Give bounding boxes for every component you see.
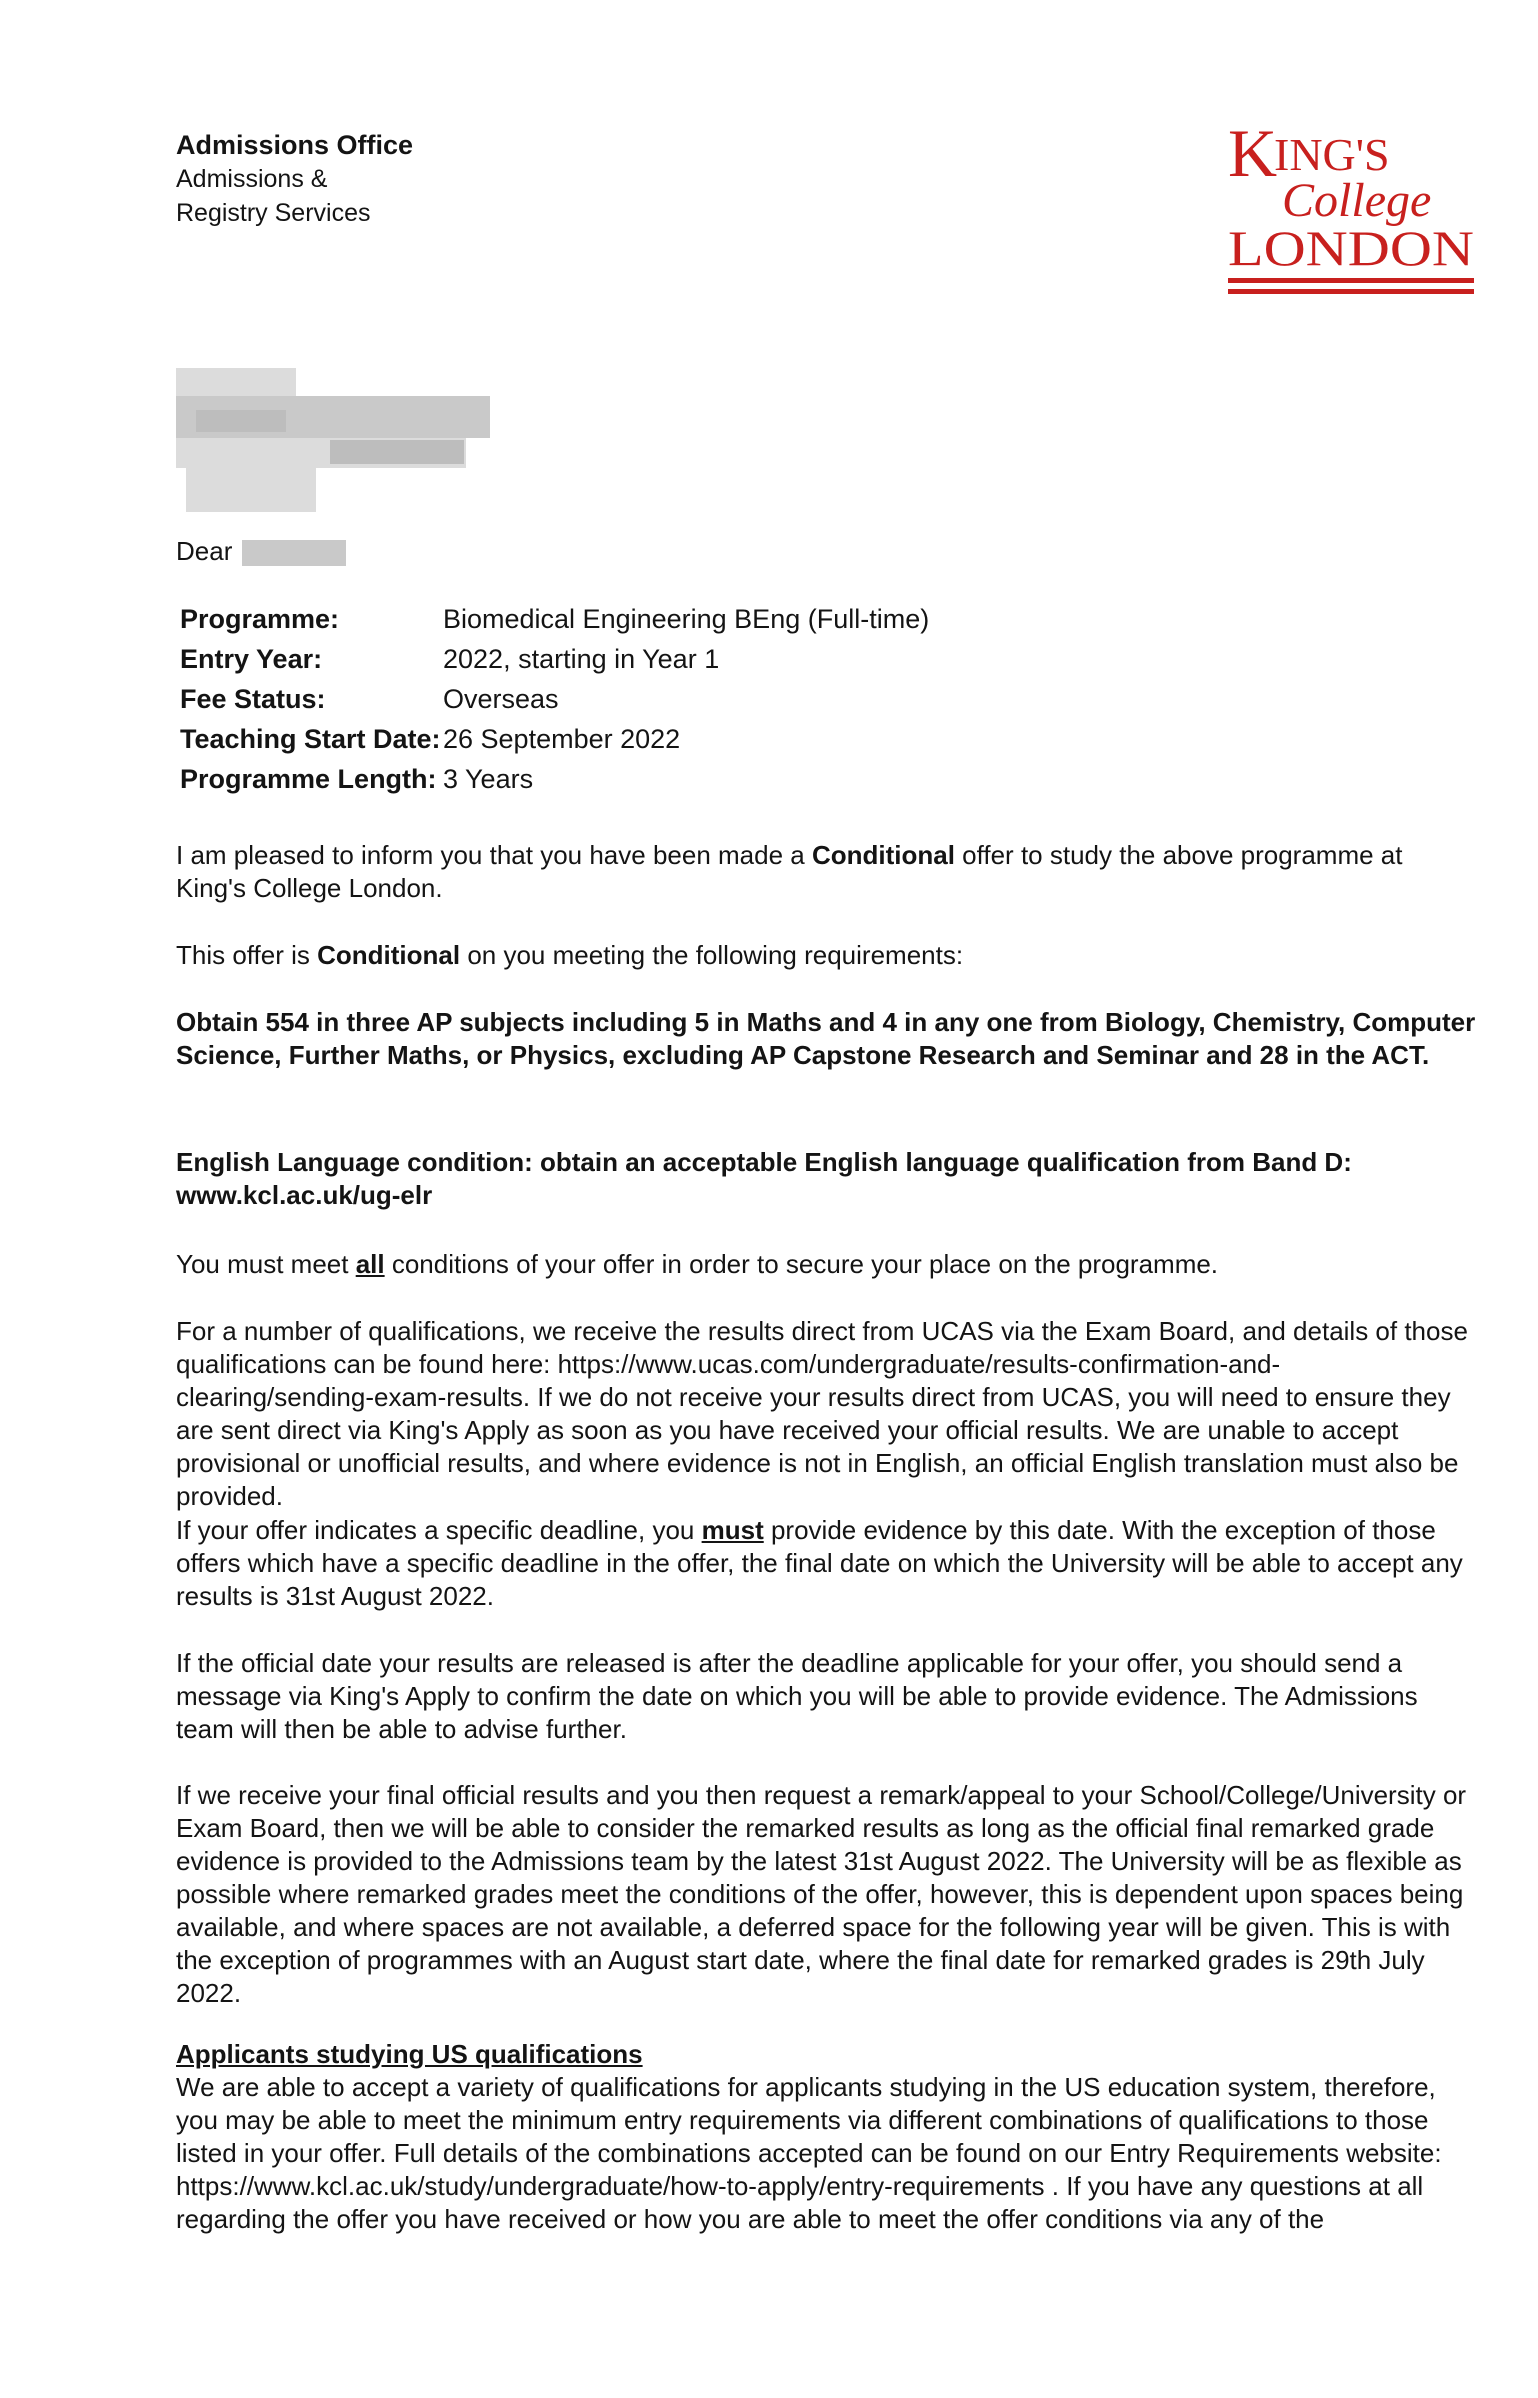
detail-value: 26 September 2022 [443, 724, 681, 754]
offer-paragraph [176, 839, 1476, 905]
detail-label: Programme Length: [180, 764, 437, 794]
redaction-block [196, 410, 286, 432]
detail-value: 2022, starting in Year 1 [443, 644, 720, 674]
redaction-block [330, 440, 464, 464]
logo-london: LONDON [1228, 220, 1474, 276]
logo-rule-2 [1228, 289, 1474, 294]
text-run: offer to study the above programme at King's College London. [176, 840, 1403, 903]
text-run: provide evidence by this date. With the exception of those offers which have a specific deadline in the offer, the final date on which the University will be able to accept any results is 31st August 2022. [176, 1515, 1463, 1611]
emphasis-must: must [701, 1515, 764, 1545]
remark-appeal-paragraph [176, 1779, 1476, 2010]
detail-label: Entry Year: [180, 644, 323, 674]
redaction-block [186, 468, 316, 512]
salutation-text: Dear [176, 536, 233, 566]
us-qualifications-heading: Applicants studying US qualifications [176, 2039, 643, 2069]
office-line-3: Registry Services [176, 199, 371, 227]
kings-college-london-logo [1228, 128, 1476, 304]
us-qualifications-text: We are able to accept a variety of qualifications for applicants studying in the US education system, therefore, you may be able to meet the minimum entry requirements via different combinations of qualifications to those listed in your offer. Full details of the combinations accepted can be found on our Entry Requirements website: https://www.kcl.ac.uk/study/undergraduate/how-to-apply/entry-requirements . If you have any questions at all regarding the offer you have received or how you are able to meet the offer conditions via any of the [176, 2072, 1442, 2234]
redacted-name [242, 540, 346, 566]
detail-value: 3 Years [443, 764, 534, 794]
detail-label: Programme: [180, 604, 340, 634]
text-run: I am pleased to inform you that you have been made a [176, 840, 812, 870]
us-qualifications-section [176, 2038, 1476, 2236]
detail-label: Fee Status: [180, 684, 326, 714]
release-date-text: If the official date your results are released is after the deadline applicable for your offer, you should send a message via King's Apply to confirm the date on which you will be able to provide evidence. The Admissions team will then be able to advise further. [176, 1648, 1418, 1744]
logo-college: College [1282, 174, 1432, 227]
logo-k: K [1228, 128, 1278, 191]
english-condition [176, 1146, 1476, 1212]
text-run: conditions of your offer in order to secure your place on the programme. [384, 1249, 1219, 1279]
emphasis-all: all [355, 1249, 385, 1279]
text-run: This offer is [176, 940, 318, 970]
remark-appeal-text: If we receive your final official results and you then request a remark/appeal to your School/College/University or Exam Board, then we will be able to consider the remarked results as long as the official final remarked grade evidence is provided to the Admissions team by the latest 31st August 2022. The University will be as flexible as possible where remarked grades meet the conditions of the offer, however, this is dependent upon spaces being available, and where spaces are not available, a deferred space for the following year will be given. This is with the exception of programmes with an August start date, where the final date for remarked grades is 29th July 2022. [176, 1780, 1467, 2008]
deadline-paragraph [176, 1514, 1476, 1613]
text-run: If your offer indicates a specific deadline, you [176, 1515, 702, 1545]
office-title: Admissions Office [176, 130, 414, 160]
meet-all-paragraph [176, 1248, 1476, 1281]
offer-type-bold: Conditional [317, 940, 461, 970]
office-address-block [176, 128, 413, 230]
conditional-paragraph [176, 939, 1476, 972]
detail-value: Overseas [443, 684, 559, 714]
academic-condition [176, 1006, 1476, 1072]
logo-ings: ING'S [1274, 129, 1390, 180]
salutation [176, 536, 346, 567]
ucas-results-text: For a number of qualifications, we receive the results direct from UCAS via the Exam Board, and details of those qualifications can be found here: https://www.ucas.com/undergraduate/results-confirmation-and-clearing/sending-exam-results. If we do not receive your results direct from UCAS, you will need to ensure they are sent direct via King's Apply as soon as you have received your official results. We are unable to accept provisional or unofficial results, and where evidence is not in English, an official English translation must also be provided. [176, 1316, 1468, 1511]
redaction-block [176, 368, 296, 396]
text-run: on you meeting the following requirements: [460, 940, 964, 970]
academic-condition-text: Obtain 554 in three AP subjects including 5 in Maths and 4 in any one from Biology, Chemistry, Computer Science, Further Maths, or Physics, excluding AP Capstone Research and Seminar and 28 in the ACT. [176, 1007, 1476, 1070]
offer-type-bold: Conditional [811, 840, 955, 870]
text-run: You must meet [176, 1249, 356, 1279]
ucas-results-paragraph [176, 1315, 1476, 1513]
logo-rule-1 [1228, 278, 1474, 283]
office-line-2: Admissions & [176, 165, 328, 193]
english-condition-text: English Language condition: obtain an acceptable English language qualification from Band D: www.kcl.ac.uk/ug-elr [176, 1147, 1352, 1210]
release-date-paragraph [176, 1647, 1476, 1746]
detail-label: Teaching Start Date: [180, 724, 441, 754]
detail-value: Biomedical Engineering BEng (Full-time) [443, 604, 930, 634]
